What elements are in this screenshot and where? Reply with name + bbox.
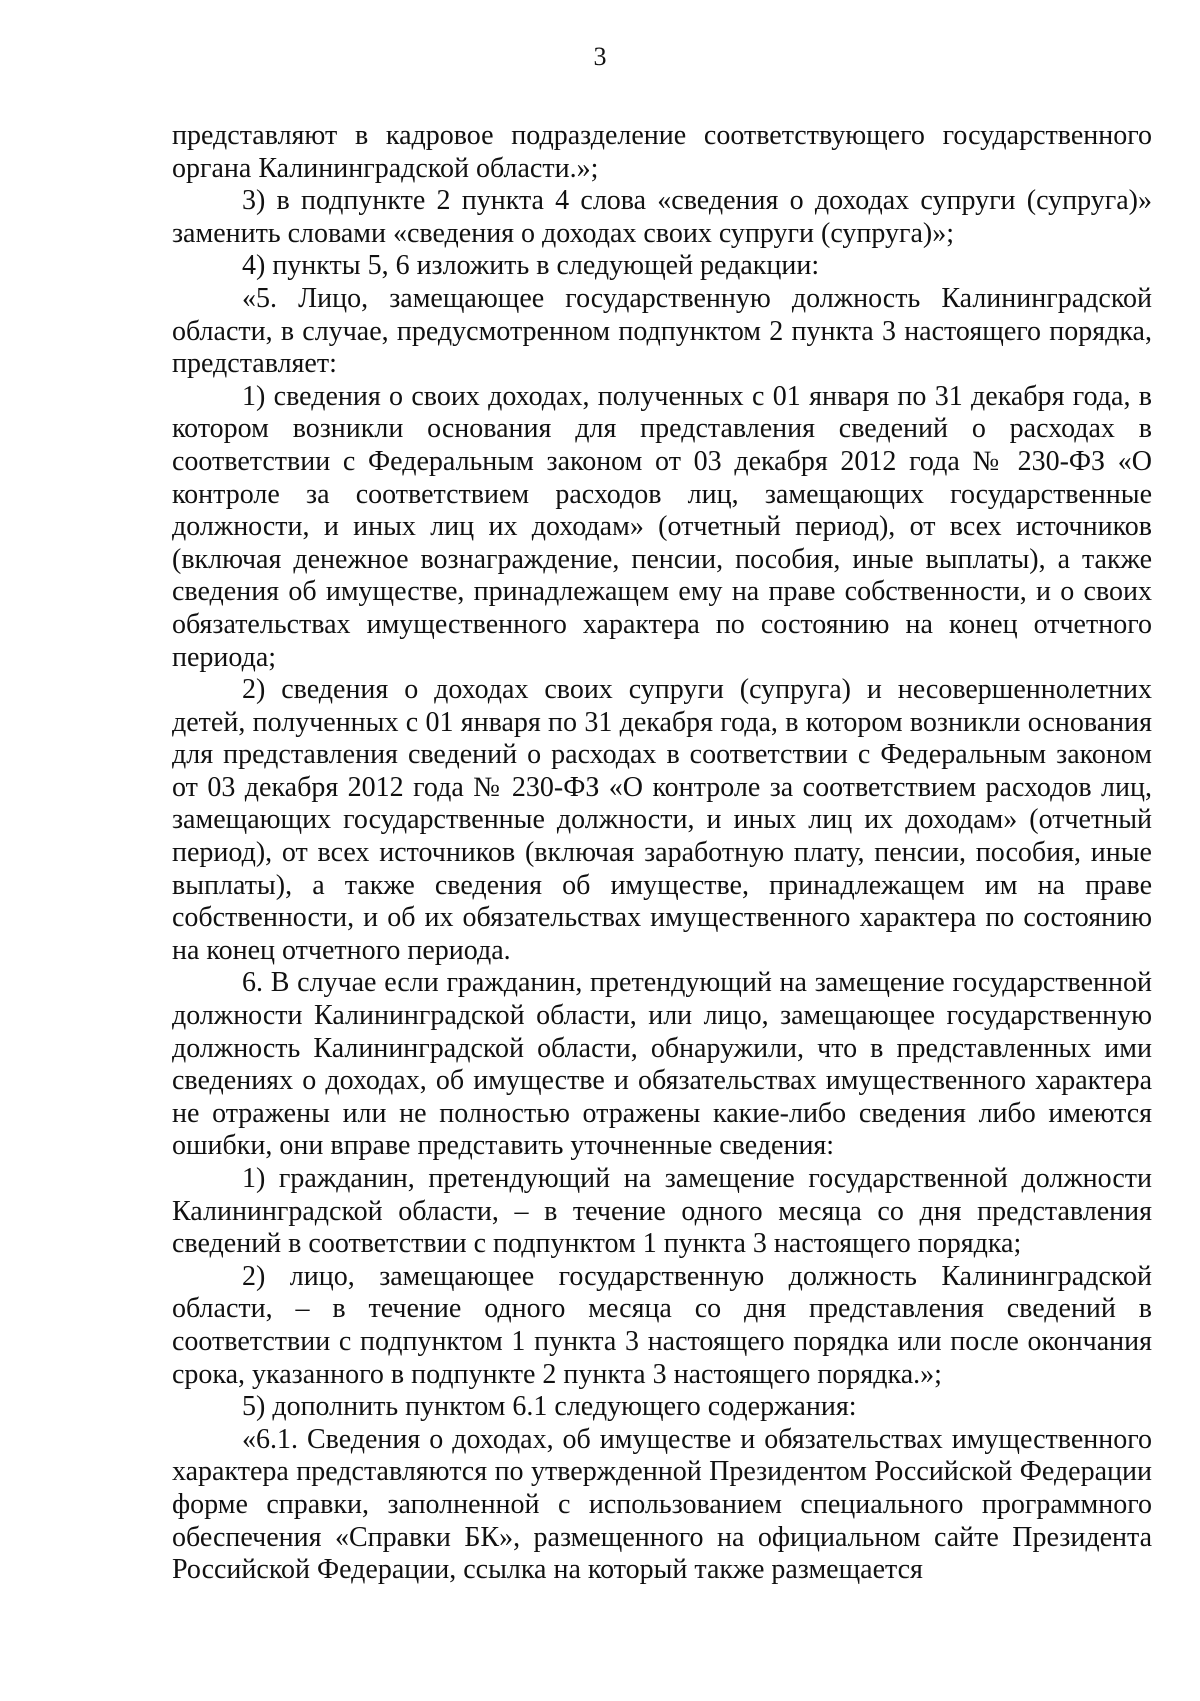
page-number: 3 [593, 42, 607, 71]
paragraph-11: «6.1. Сведения о доходах, об имуществе и обязательствах имущественного характера представляются по утвержденной Президентом Российской Федерации форме справки, заполненной с использованием специального программного обеспечения «Справки БК», размещенного на официальном сайте Президента Российской Федерации, ссылка на который также размещается [172, 1423, 1152, 1586]
paragraph-5: 1) сведения о своих доходах, полученных с 01 января по 31 декабря года, в котором возникли основания для представления сведений о расходах в соответствии с Федеральным законом от 03 декабря 2012 года № 230-ФЗ «О контроле за соответствием расходов лиц, замещающих государственные должности, и иных лиц их доходам» (отчетный период), от всех источников (включая денежное вознаграждение, пенсии, пособия, иные выплаты), а также сведения об имуществе, принадлежащем ему на праве собственности, и о своих обязательствах имущественного характера по состоянию на конец отчетного периода; [172, 380, 1152, 673]
paragraph-4: «5. Лицо, замещающее государственную должность Калининградской области, в случае, предусмотренном подпунктом 2 пункта 3 настоящего порядка, представляет: [172, 282, 1152, 380]
paragraph-1: представляют в кадровое подразделение соответствующего государственного органа Калининградской области.»; [172, 120, 1152, 184]
paragraph-10: 5) дополнить пунктом 6.1 следующего содержания: [242, 1391, 857, 1423]
paragraph-9: 2) лицо, замещающее государственную должность Калининградской области, – в течение одного месяца со дня представления сведений в соответствии с подпунктом 1 пункта 3 настоящего порядка или после окончания срока, указанного в подпункте 2 пункта 3 настоящего порядка.»; [172, 1260, 1152, 1390]
paragraph-3: 4) пункты 5, 6 изложить в следующей редакции: [242, 250, 820, 282]
paragraph-8: 1) гражданин, претендующий на замещение государственной должности Калининградской области, – в течение одного месяца со дня представления сведений в соответствии с подпунктом 1 пункта 3 настоящего порядка; [172, 1163, 1152, 1260]
paragraph-6: 2) сведения о доходах своих супруги (супруга) и несовершеннолетних детей, полученных с 01 января по 31 декабря года, в котором возникли основания для представления сведений о расходах в соответствии с Федеральным законом от 03 декабря 2012 года № 230-ФЗ «О контроле за соответствием расходов лиц, замещающих государственные должности, и иных лиц их доходам» (отчетный период), от всех источников (включая заработную плату, пенсии, пособия, иные выплаты), а также сведения об имуществе, принадлежащем им на праве собственности, и об их обязательствах имущественного характера по состоянию на конец отчетного периода. [172, 674, 1152, 966]
paragraph-7: 6. В случае если гражданин, претендующий на замещение государственной должности Калининградской области, или лицо, замещающее государственную должность Калининградской области, обнаружили, что в представленных ими сведениях о доходах, об имуществе и обязательствах имущественного характера не отражены или не полностью отражены какие-либо сведения либо имеются ошибки, они вправе представить уточненные сведения: [172, 967, 1152, 1162]
paragraph-2: 3) в подпункте 2 пункта 4 слова «сведения о доходах супруги (супруга)» заменить словами «сведения о доходах своих супруги (супруга)»; [172, 185, 1152, 249]
document-body [172, 120, 1152, 1587]
